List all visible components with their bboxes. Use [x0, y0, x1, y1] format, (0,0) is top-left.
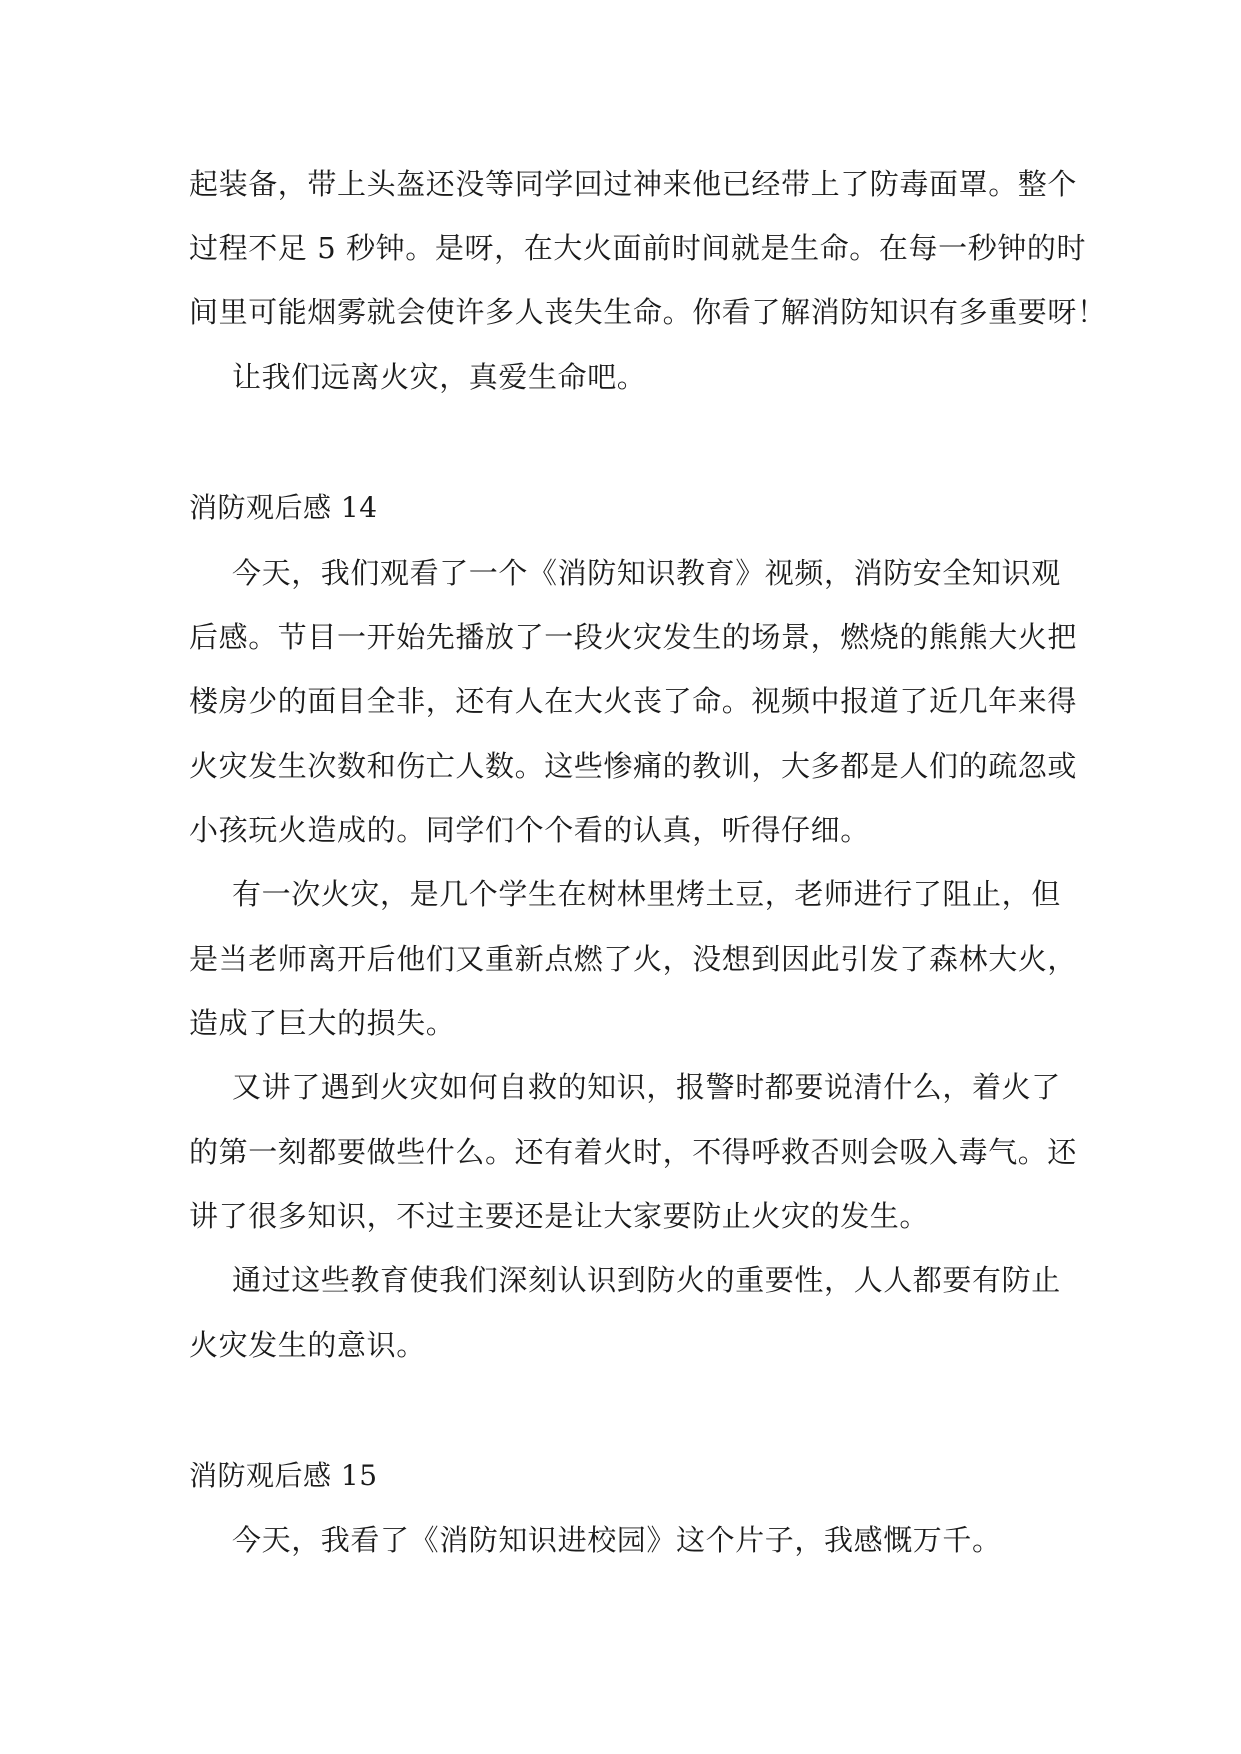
- text-line: 火灾发生次数和伤亡人数。这些惨痛的教训，大多都是人们的疏忽或: [189, 749, 1078, 783]
- text-line: 后感。节目一开始先播放了一段火灾发生的场景，燃烧的熊熊大火把: [189, 620, 1078, 654]
- text-line: 通过这些教育使我们深刻认识到防火的重要性，人人都要有防止: [232, 1263, 1061, 1297]
- text-line: 造成了巨大的损失。: [189, 1006, 456, 1040]
- text-line: 有一次火灾，是几个学生在树林里烤土豆，老师进行了阻止，但: [232, 877, 1061, 911]
- text-line: 小孩玩火造成的。同学们个个看的认真，听得仔细。: [189, 813, 870, 847]
- text-line: 过程不足 5 秒钟。是呀，在大火面前时间就是生命。在每一秒钟的时: [189, 231, 1087, 265]
- text-line: 火灾发生的意识。: [189, 1328, 426, 1362]
- paragraph-closing: 让我们远离火灾，真爱生命吧。: [232, 360, 647, 394]
- text-line: 起装备，带上头盔还没等同学回过神来他已经带上了防毒面罩。整个: [189, 167, 1078, 201]
- text-line: 今天，我们观看了一个《消防知识教育》视频，消防安全知识观: [232, 556, 1061, 590]
- section-15-title: 消防观后感 15: [189, 1459, 378, 1492]
- text-line: 又讲了遇到火灾如何自救的知识，报警时都要说清什么，着火了: [232, 1070, 1061, 1104]
- text-line: 今天，我看了《消防知识进校园》这个片子，我感慨万千。: [232, 1523, 1002, 1557]
- text-line: 间里可能烟雾就会使许多人丧失生命。你看了解消防知识有多重要呀！: [189, 295, 1107, 329]
- text-line: 讲了很多知识，不过主要还是让大家要防止火灾的发生。: [189, 1199, 930, 1233]
- text-line: 的第一刻都要做些什么。还有着火时，不得呼救否则会吸入毒气。还: [189, 1135, 1078, 1169]
- text-line: 是当老师离开后他们又重新点燃了火，没想到因此引发了森林大火，: [189, 942, 1078, 976]
- section-14-title: 消防观后感 14: [189, 491, 378, 524]
- text-line: 楼房少的面目全非，还有人在大火丧了命。视频中报道了近几年来得: [189, 684, 1078, 718]
